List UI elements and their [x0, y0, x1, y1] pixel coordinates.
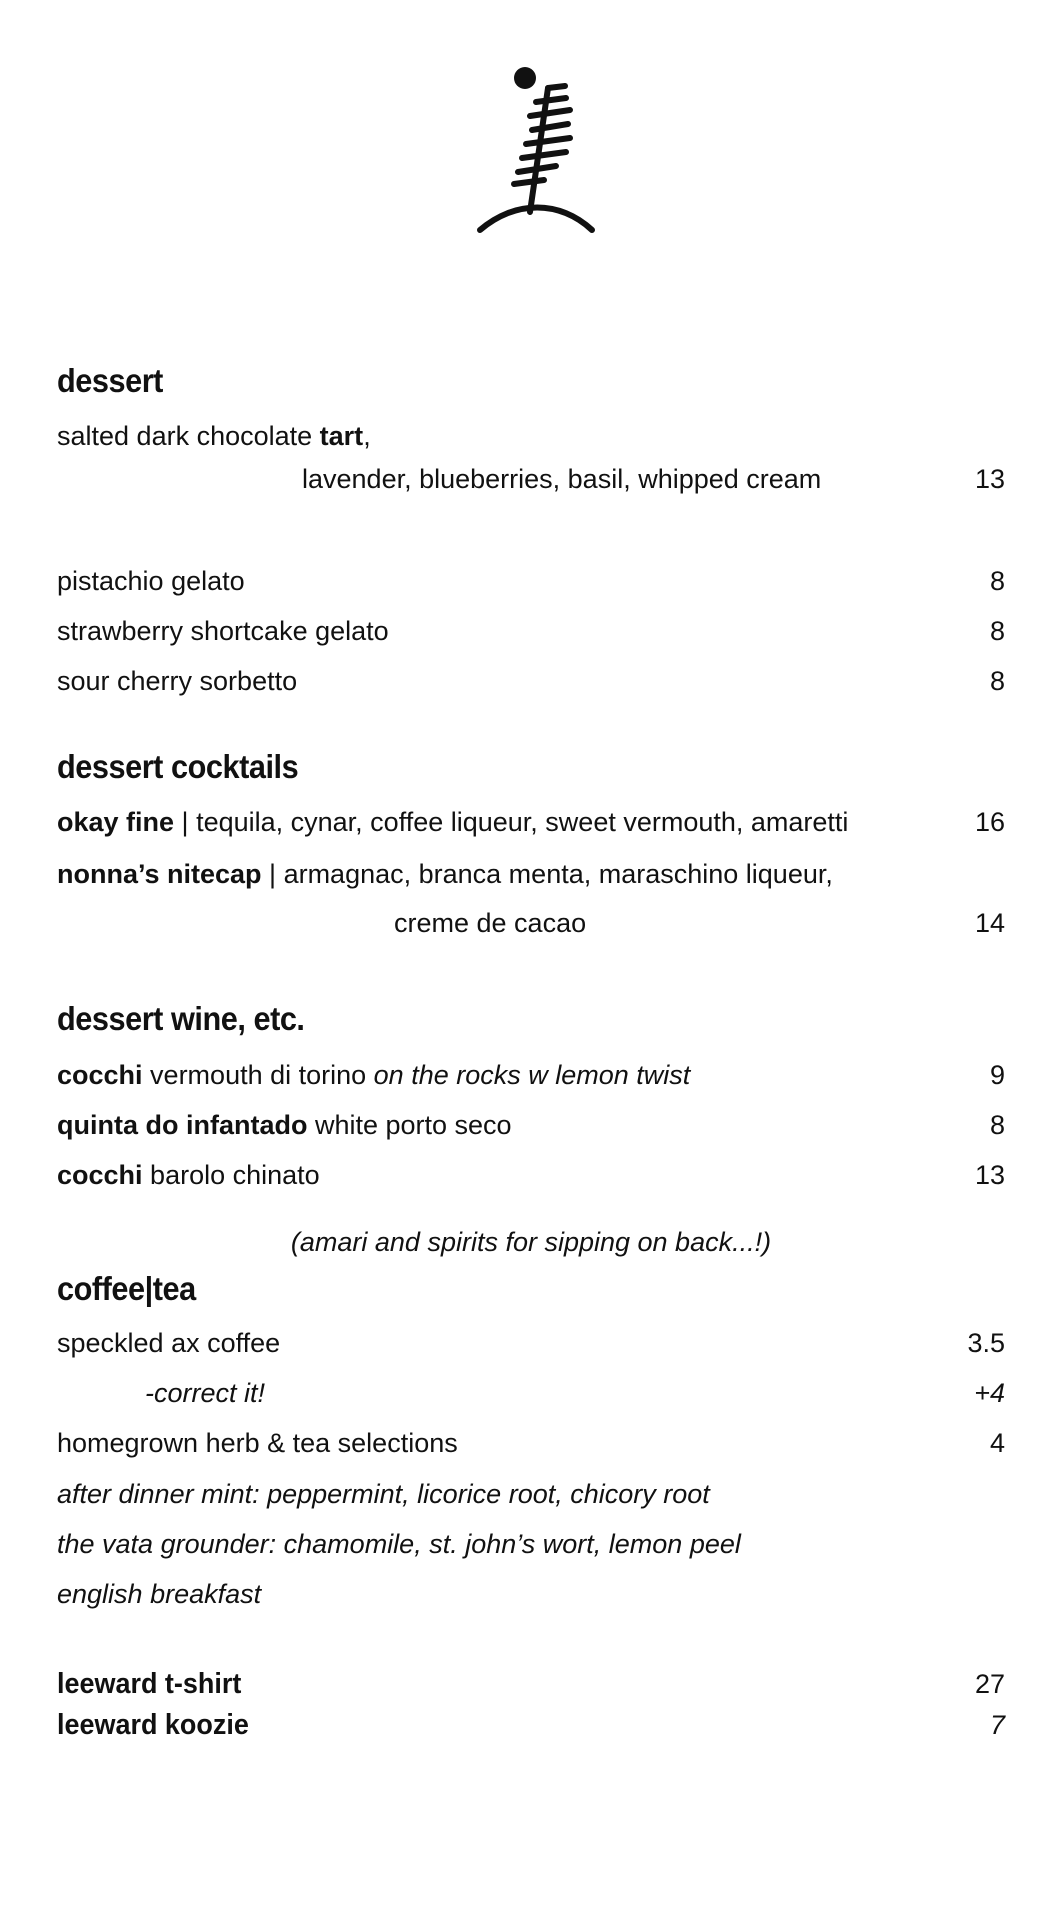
item-price: 8 — [989, 616, 1005, 646]
tea-option-text: after dinner mint: peppermint, licorice root, chicory root — [57, 1479, 710, 1509]
correct-price: +4 — [974, 1378, 1005, 1408]
merch-price: 7 — [989, 1710, 1005, 1740]
cocktail-desc: armagnac, branca menta, maraschino liqueur, — [283, 859, 833, 889]
merch-price: 27 — [974, 1669, 1005, 1699]
list-item — [57, 1425, 1005, 1461]
tea-option-text: the vata grounder: chamomile, st. john’s wort, lemon peel — [57, 1529, 741, 1559]
wine-item — [57, 1157, 1005, 1193]
wine-desc: white porto seco — [307, 1110, 512, 1140]
tree-on-hill-logo-icon — [470, 60, 600, 240]
item-name: pistachio gelato — [57, 566, 245, 596]
list-item — [57, 613, 1005, 649]
cocktail-price: 16 — [974, 807, 1005, 837]
tea-option — [57, 1526, 1005, 1562]
cocktail-name: okay fine — [57, 807, 175, 837]
tart-suffix: , — [363, 421, 371, 451]
tea-option — [57, 1576, 1005, 1612]
wine-name: cocchi — [57, 1060, 143, 1090]
tart-detail: lavender, blueberries, basil, whipped cream — [302, 464, 822, 494]
wine-desc: barolo chinato — [142, 1160, 320, 1190]
list-item — [57, 663, 1005, 699]
wine-price: 13 — [974, 1160, 1005, 1190]
coffee-heading: coffee|tea — [57, 1270, 196, 1307]
tart-detail-row — [57, 461, 1005, 497]
item-name: sour cherry sorbetto — [57, 666, 298, 696]
tart-prefix: salted dark chocolate — [57, 421, 320, 451]
wine-name: cocchi — [57, 1160, 143, 1190]
spirits-note: (amari and spirits for sipping on back...!) — [290, 1227, 772, 1257]
cocktail-item — [57, 804, 1005, 840]
tart-price: 13 — [974, 464, 1005, 494]
list-item — [57, 1375, 1005, 1411]
cocktail-desc: tequila, cynar, coffee liqueur, sweet vermouth, amaretti — [196, 807, 849, 837]
merch-name: leeward t-shirt — [57, 1668, 242, 1700]
item-price: 8 — [989, 566, 1005, 596]
cocktail-detail-row — [57, 905, 1005, 941]
wine-name: quinta do infantado — [57, 1110, 308, 1140]
tart-item — [57, 418, 1005, 454]
tea-option — [57, 1476, 1005, 1512]
item-name: strawberry shortcake gelato — [57, 616, 389, 646]
cocktail-item — [57, 856, 1005, 892]
cocktail-sep: | — [261, 859, 284, 889]
cocktail-desc-2: creme de cacao — [394, 908, 587, 938]
cocktails-heading: dessert cocktails — [57, 748, 299, 785]
wine-item — [57, 1107, 1005, 1143]
tea-price: 4 — [989, 1428, 1005, 1458]
coffee-price: 3.5 — [967, 1328, 1005, 1358]
wine-item — [57, 1057, 1005, 1093]
wine-desc-italic: on the rocks w lemon twist — [373, 1060, 691, 1090]
tea-name: homegrown herb & tea selections — [57, 1428, 458, 1458]
wine-heading: dessert wine, etc. — [57, 1000, 305, 1037]
dessert-heading: dessert — [57, 362, 163, 399]
correct-name: -correct it! — [145, 1378, 266, 1408]
wine-desc: vermouth di torino — [142, 1060, 374, 1090]
merch-item — [57, 1707, 1005, 1743]
cocktail-price: 14 — [974, 908, 1005, 938]
merch-name: leeward koozie — [57, 1709, 249, 1741]
cocktail-name: nonna’s nitecap — [57, 859, 262, 889]
wine-price: 8 — [989, 1110, 1005, 1140]
tart-name: tart — [319, 421, 364, 451]
tea-option-text: english breakfast — [57, 1579, 262, 1609]
coffee-name: speckled ax coffee — [57, 1328, 281, 1358]
merch-item — [57, 1666, 1005, 1702]
list-item — [57, 1325, 1005, 1361]
wine-price: 9 — [989, 1060, 1005, 1090]
cocktail-sep: | — [174, 807, 197, 837]
list-item — [57, 563, 1005, 599]
item-price: 8 — [989, 666, 1005, 696]
